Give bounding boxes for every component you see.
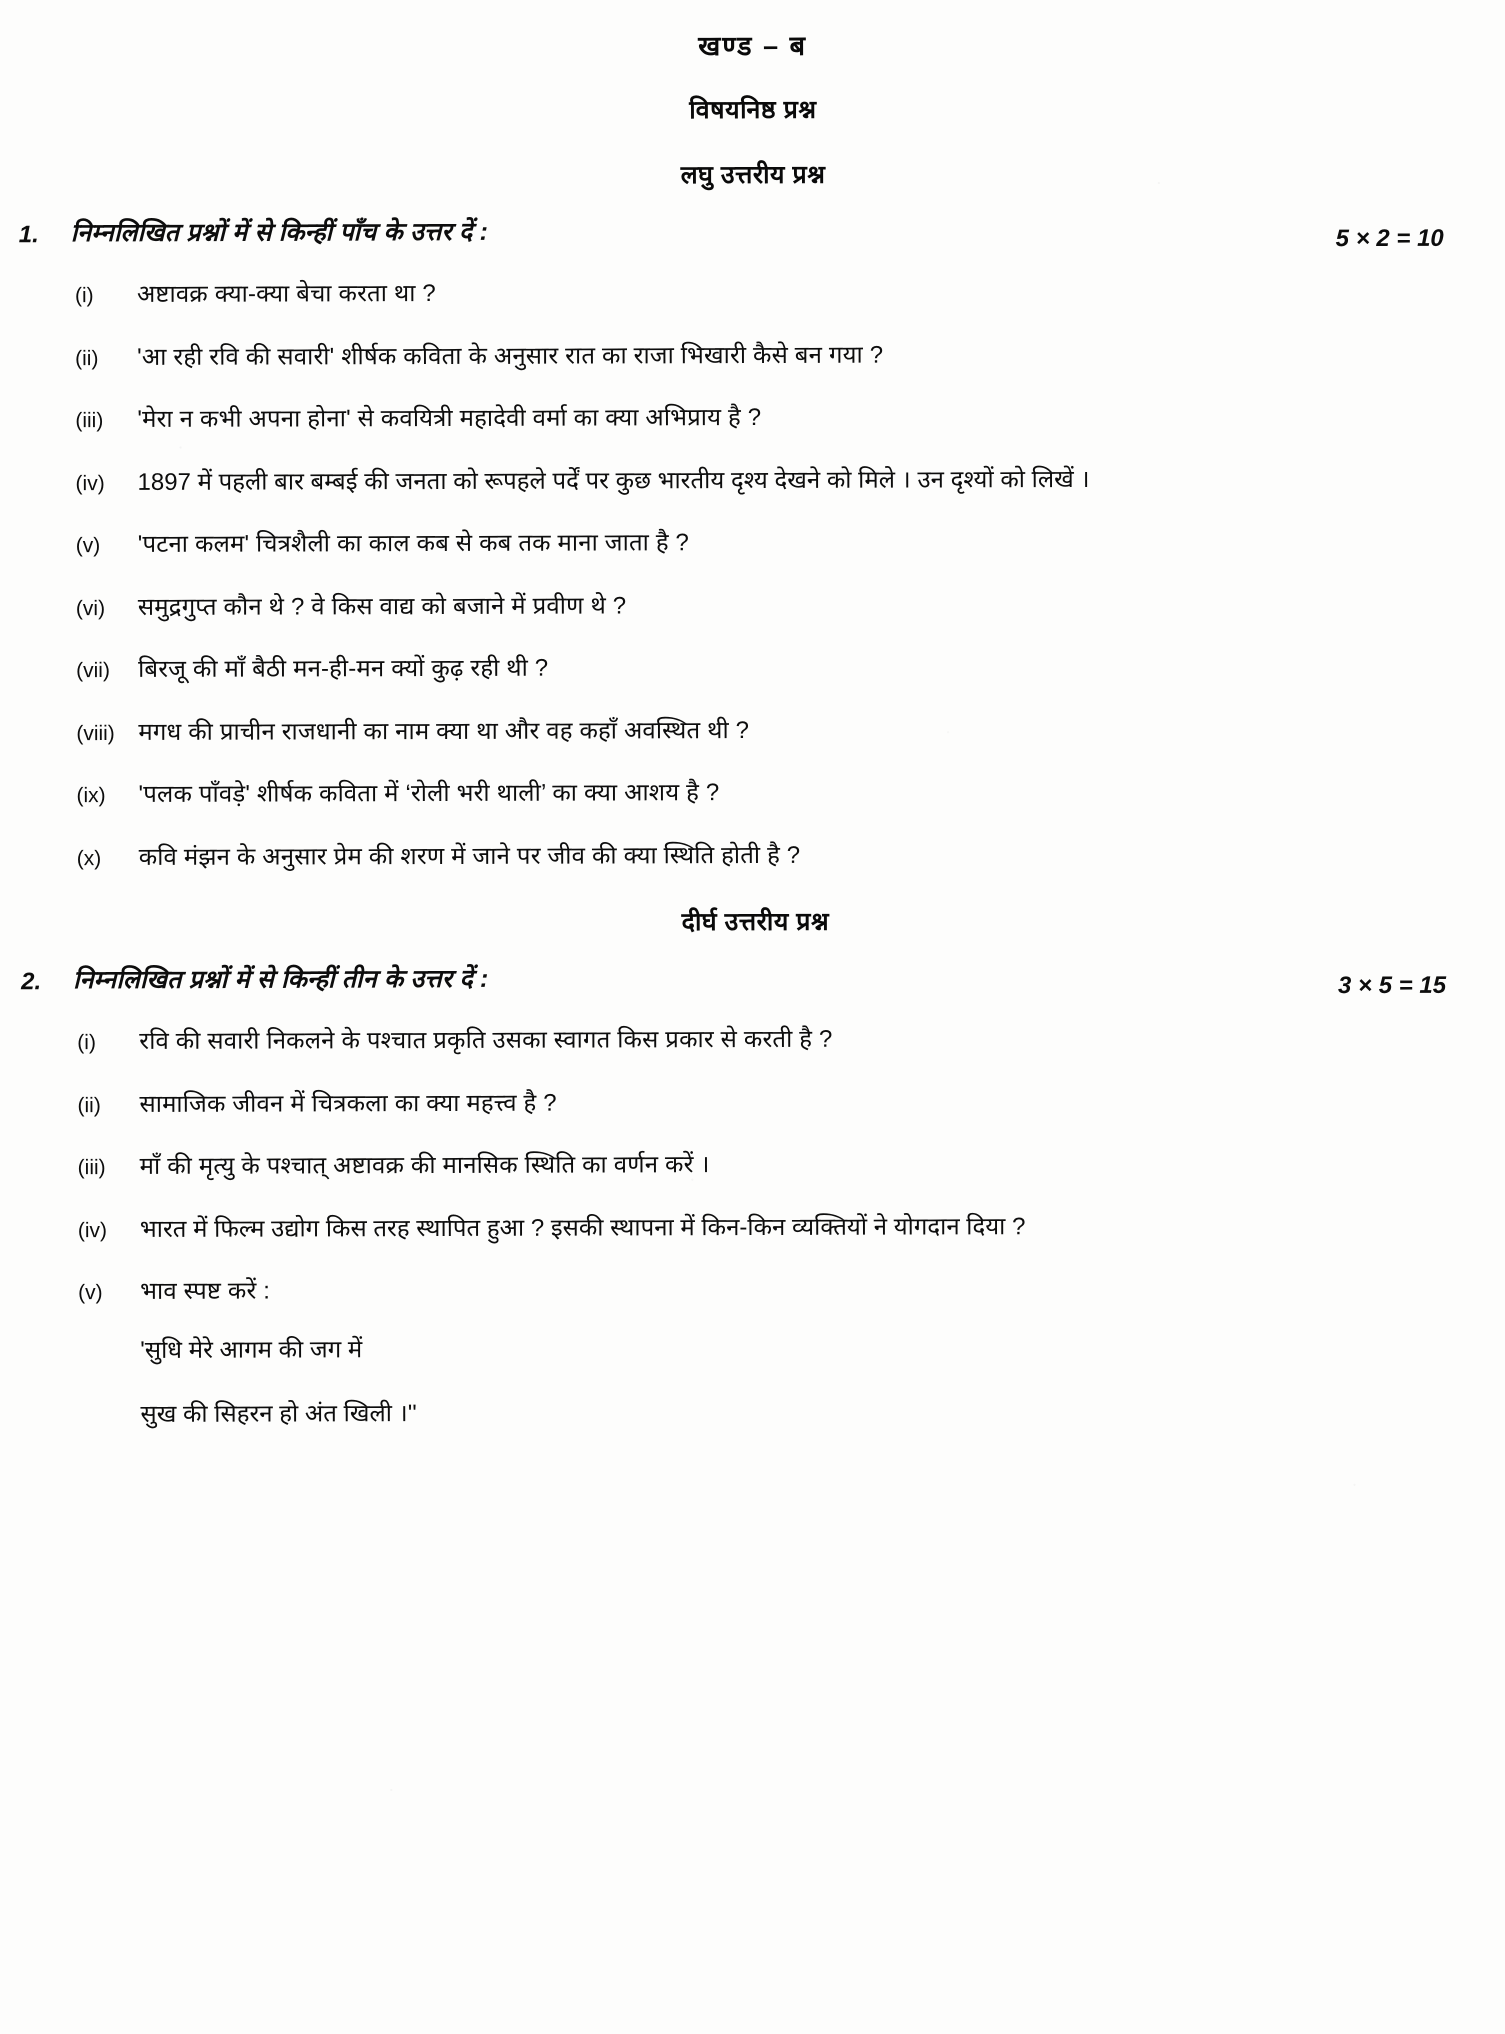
subquestion-text: भारत में फिल्म उद्योग किस तरह स्थापित हुआ ? इसकी स्थापना में किन-किन व्यक्तियों ने योगदान दिया ? <box>139 1213 1026 1243</box>
subquestion-label: (viii) <box>76 721 115 745</box>
subquestion-label: (iii) <box>77 1156 106 1180</box>
subquestion-label: (vi) <box>75 596 106 620</box>
question-2-stem-row <box>3 960 1505 999</box>
subquestion-label: (i) <box>77 1031 96 1055</box>
subquestion-label: (ii) <box>75 346 99 370</box>
section-heading: खण्ड – ब <box>698 30 808 62</box>
subquestion-text: कवि मंझन के अनुसार प्रेम की शरण में जाने पर जीव की क्या स्थिति होती है ? <box>138 841 801 871</box>
list-item <box>2 585 1505 626</box>
subquestion-label: (iv) <box>77 1218 108 1243</box>
list-item <box>3 1020 1505 1061</box>
subquestion-label: (v) <box>75 534 101 558</box>
question-2-number: 2. <box>21 968 42 996</box>
subquestion-text: 'मेरा न कभी अपना होना' से कवयित्री महादेवी वर्मा का क्या अभिप्राय है ? <box>137 404 762 434</box>
subquestion-text: भाव स्पष्ट करें : <box>140 1277 271 1306</box>
subquestion-label: (iv) <box>75 471 105 495</box>
list-item <box>1 460 1505 501</box>
list-item <box>2 773 1505 814</box>
short-answer-heading: लघु उत्तरीय प्रश्न <box>680 160 826 190</box>
subquestion-label: (v) <box>78 1281 103 1305</box>
list-item <box>2 710 1505 751</box>
question-1-number: 1. <box>18 221 39 249</box>
question-1-marks: 5 × 2 = 10 <box>1335 225 1444 253</box>
subquestion-text: मगध की प्राचीन राजधानी का नाम क्या था और वह कहाँ अवस्थित थी ? <box>138 716 750 746</box>
question-2-marks: 3 × 5 = 15 <box>1337 972 1447 1000</box>
subject-heading: विषयनिष्ठ प्रश्न <box>689 95 817 125</box>
subquestion-text: 1897 में पहली बार बम्बई की जनता को रूपहले पर्दें पर कुछ भारतीय दृश्य देखने को मिले । उन दृश्यों को लिखें । <box>137 465 1090 496</box>
subquestion-label: (ii) <box>77 1093 101 1118</box>
question-1-block <box>1 213 1505 877</box>
list-item <box>3 835 1505 876</box>
subquestion-label: (i) <box>74 284 94 308</box>
long-answer-heading: दीर्घ उत्तरीय प्रश्न <box>681 907 830 937</box>
subquestion-label: (vii) <box>76 659 110 683</box>
list-item <box>1 273 1505 314</box>
list-item <box>1 335 1505 376</box>
list-item <box>1 398 1505 439</box>
subquestion-text: रवि की सवारी निकलने के पश्चात प्रकृति उसका स्वागत किस प्रकार से करती है ? <box>139 1026 833 1056</box>
subquestion-text: 'पटना कलम' चित्रशैली का काल कब से कब तक माना जाता है ? <box>137 529 690 559</box>
subquestion-text: सामाजिक जीवन में चित्रकला का क्या महत्त्व है ? <box>139 1089 557 1118</box>
subquestion-label: (x) <box>76 846 102 870</box>
list-item <box>4 1208 1505 1249</box>
list-item <box>4 1270 1505 1311</box>
long-answer-heading-wrap <box>3 898 1505 941</box>
list-item <box>3 1083 1505 1124</box>
verse-line: सुख की सिहरन हो अंत खिली ।'' <box>140 1399 417 1428</box>
question-1-subquestions <box>1 273 1505 876</box>
question-1-stem-row <box>1 213 1505 252</box>
list-item <box>2 523 1505 564</box>
list-item <box>4 1145 1505 1186</box>
subquestion-label: (ix) <box>76 784 106 808</box>
list-item <box>2 648 1505 689</box>
subquestion-text: समुद्रगुप्त कौन थे ? वे किस वाद्य को बजाने में प्रवीण थे ? <box>137 592 627 621</box>
subquestion-text: बिरजू की माँ बैठी मन-ही-मन क्यों कुढ़ रही थी ? <box>138 654 549 684</box>
subquestion-label: (iii) <box>75 409 104 433</box>
subquestion-text: अष्टावक्र क्या-क्या बेचा करता था ? <box>136 280 436 309</box>
subquestion-text: 'आ रही रवि की सवारी' शीर्षक कविता के अनुसार रात का राजा भिखारी कैसे बन गया ? <box>137 341 884 371</box>
page-headings <box>0 0 1505 193</box>
subquestion-text: 'पलक पाँवड़े' शीर्षक कविता में ‘रोली भरी थाली’ का क्या आशय है ? <box>138 779 720 809</box>
question-2-block <box>3 960 1505 1433</box>
verse-line: 'सुधि मेरे आगम की जग में <box>140 1336 363 1364</box>
subquestion-text: माँ की मृत्यु के पश्चात् अष्टावक्र की मानसिक स्थिति का वर्णन करें । <box>139 1151 710 1181</box>
question-1-instruction: निम्नलिखित प्रश्नों में से किन्हीं पाँच के उत्तर दें : <box>70 217 489 248</box>
question-2-instruction: निम्नलिखित प्रश्नों में से किन्हीं तीन के उत्तर दें : <box>73 964 489 995</box>
verse-quotation <box>4 1328 1505 1433</box>
question-2-subquestions <box>3 1020 1505 1433</box>
